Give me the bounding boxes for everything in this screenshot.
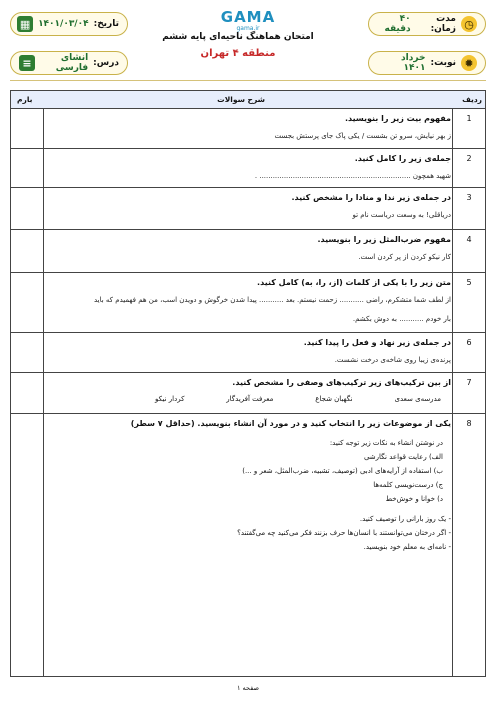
date-label: تاریخ: [93, 19, 119, 29]
turn-box [368, 51, 486, 75]
question-number: 4 [466, 235, 472, 244]
question-number: 7 [466, 378, 472, 387]
essay-intro: در نوشتن انشاء به نکات زیر توجه کنید: [329, 439, 443, 447]
turn-value: خرداد ۱۴۰۱ [401, 53, 426, 73]
header-divider [10, 80, 486, 81]
question-body [45, 273, 451, 325]
question-body [45, 414, 451, 554]
question-title: مفهوم ضرب‌المثل زیر را بنویسید. [317, 235, 451, 244]
question-title: در جمله‌ی زیر نهاد و فعل را پیدا کنید. [303, 338, 451, 347]
question-title: مفهوم بیت زیر را بنویسید. [344, 114, 451, 123]
question-text: پرنده‌ی زیبا روی شاخه‌ی درخت نشست. [334, 356, 451, 364]
question-body [45, 149, 451, 182]
questions-table [10, 90, 486, 677]
option-list [45, 395, 451, 403]
duration-box [368, 12, 486, 36]
table-row [11, 373, 485, 414]
question-number: 2 [466, 154, 472, 163]
question-text: ز بهر نیایش، سرو تن بشست / یکی پاک جای پرستش بجست [274, 132, 451, 140]
subject-value: انشای فارسی [55, 53, 89, 73]
sun-icon: ✹ [461, 55, 477, 71]
essay-topic: - یک روز بارانی را توصیف کنید. [359, 515, 451, 523]
question-title: در جمله‌ی زیر ندا و منادا را مشخص کنید. [291, 193, 451, 202]
question-text-continued: بار خودم ........... به دوش بکشم. [352, 315, 451, 323]
region-title: منطقه ۴ تهران [200, 48, 276, 59]
duration-label: مدت زمان: [430, 14, 456, 34]
table-row [11, 333, 485, 373]
essay-point: الف) رعایت قواعد نگارشی [363, 453, 443, 461]
books-icon: ≡ [19, 55, 35, 71]
question-number: 1 [466, 114, 472, 123]
header-row-bottom [10, 51, 486, 75]
essay-point: ج) درست‌نویسی کلمه‌ها [373, 481, 443, 489]
table-row [11, 109, 485, 149]
date-box [10, 12, 128, 36]
table-row [11, 149, 485, 188]
calendar-icon: ▦ [17, 16, 33, 32]
clock-icon: ◷ [461, 16, 477, 32]
question-body [45, 109, 451, 142]
question-text: از لطف شما متشکرم، راضی ........... زحمت نیستم. بعد ........... پیدا شدن خرگوش و دویدن اسب، من هم فهمیدم که باید [94, 296, 451, 304]
table-row [11, 230, 485, 273]
question-text: دریاقلی! به وسعت دریاست نام تو [352, 211, 451, 219]
question-number: 3 [466, 193, 472, 202]
header-number: ردیف [462, 95, 482, 104]
table-row [11, 414, 485, 676]
essay-point: د) خوانا و خوش‌خط [385, 495, 443, 503]
duration-value: ۴۰ دقیقه [384, 14, 411, 34]
essay-topic: - نامه‌ای به معلم خود بنویسید. [363, 543, 451, 551]
question-body [45, 373, 451, 403]
question-number: 5 [466, 278, 472, 287]
gama-logo: GAMA gama.ir [220, 8, 276, 32]
page-number: صفحه ۱ [236, 684, 260, 692]
table-row [11, 188, 485, 230]
essay-point: ب) استفاده از آرایه‌های ادبی (توصیف، تشبیه، ضرب‌المثل، شعر و ...) [242, 467, 443, 475]
question-text: شهید همچون .................................................................... . [254, 172, 451, 180]
option-item: معرفت آفریدگار [226, 395, 274, 403]
exam-title: امتحان هماهنگ ناحیه‌ای پایه ششم [162, 32, 314, 42]
question-title: از بین ترکیب‌های زیر ترکیب‌های وصفی را مشخص کنید. [232, 378, 451, 387]
date-value: ۱۴۰۱/۰۳/۰۴ [38, 19, 89, 29]
question-number: 6 [466, 338, 472, 347]
option-item: کردار نیکو [155, 395, 185, 403]
question-title: جمله‌ی زیر را کامل کنید. [354, 154, 451, 163]
question-title: یکی از موضوعات زیر را انتخاب کنید و در مورد آن انشاء بنویسید. (حداقل ۷ سطر) [130, 419, 451, 428]
turn-label: نوبت: [430, 58, 456, 68]
question-text: کار نیکو کردن از پر کردن است. [358, 253, 451, 261]
table-row [11, 273, 485, 333]
question-body [45, 188, 451, 221]
question-number: 8 [466, 419, 472, 428]
table-header [11, 91, 485, 109]
question-body [45, 333, 451, 366]
essay-topic: - اگر درختان می‌توانستند با انسان‌ها حرف بزنند فکر می‌کنید چه می‌گفتند؟ [237, 529, 451, 537]
option-item: نگهبان شجاع [315, 395, 353, 403]
option-item: مدرسه‌ی سعدی [394, 395, 441, 403]
question-body [45, 230, 451, 263]
question-title: متن زیر را با یکی از کلمات (از، را، به) کامل کنید. [257, 278, 451, 287]
header-score: بارم [17, 95, 33, 104]
subject-label: درس: [93, 58, 119, 68]
header-description: شرح سوالات [217, 95, 265, 104]
subject-box [10, 51, 128, 75]
